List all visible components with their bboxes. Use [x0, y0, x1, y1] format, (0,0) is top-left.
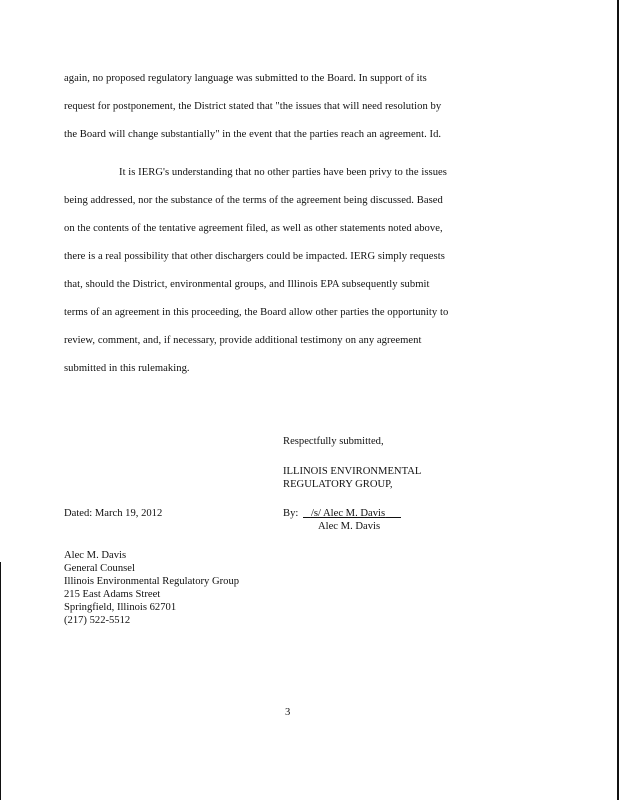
contact-line-1: Alec M. Davis — [64, 550, 127, 561]
contact-line-3: Illinois Environmental Regulatory Group — [64, 576, 240, 587]
contact-line-4: 215 East Adams Street — [64, 589, 161, 600]
organization-line-2: REGULATORY GROUP, — [283, 479, 393, 490]
scan-edge-left — [0, 562, 1, 800]
page-number: 3 — [285, 707, 291, 718]
dated: Dated: March 19, 2012 — [64, 508, 163, 519]
by-label: By: — [283, 508, 299, 519]
organization-line-1: ILLINOIS ENVIRONMENTAL — [283, 466, 422, 477]
contact-line-5: Springfield, Illinois 62701 — [64, 602, 177, 613]
contact-line-2: General Counsel — [64, 563, 135, 574]
contact-line-6: (217) 522-5512 — [64, 615, 131, 626]
paragraph-2-line-4: there is a real possibility that other dischargers could be impacted. IERG simply requests — [64, 251, 445, 262]
paragraph-2-line-6: terms of an agreement in this proceeding, the Board allow other parties the opportunity to — [64, 307, 449, 318]
closing: Respectfully submitted, — [283, 436, 384, 447]
signer-name: Alec M. Davis — [318, 521, 381, 532]
paragraph-1-line-1: again, no proposed regulatory language was submitted to the Board. In support of its — [64, 73, 427, 84]
paragraph-1-line-3: the Board will change substantially" in the event that the parties reach an agreement. Id. — [64, 129, 442, 140]
paragraph-1-line-2: request for postponement, the District stated that "the issues that will need resolution by — [64, 101, 442, 112]
scan-edge-right — [617, 0, 619, 800]
paragraph-2-line-7: review, comment, and, if necessary, provide additional testimony on any agreement — [64, 335, 422, 346]
signature — [303, 508, 401, 519]
paragraph-2-line-5: that, should the District, environmental groups, and Illinois EPA subsequently submit — [64, 279, 430, 290]
organization-block — [283, 465, 421, 491]
paragraph-2-line-2: being addressed, nor the substance of the terms of the agreement being discussed. Based — [64, 195, 443, 206]
contact-block — [64, 549, 239, 627]
paragraph-2-line-1: It is IERG's understanding that no other parties have been privy to the issues — [119, 167, 447, 178]
signature-text: /s/ Alec M. Davis — [310, 508, 386, 519]
paragraph-2-line-8: submitted in this rulemaking. — [64, 363, 190, 374]
paragraph-2-line-3: on the contents of the tentative agreement filed, as well as other statements noted above, — [64, 223, 443, 234]
